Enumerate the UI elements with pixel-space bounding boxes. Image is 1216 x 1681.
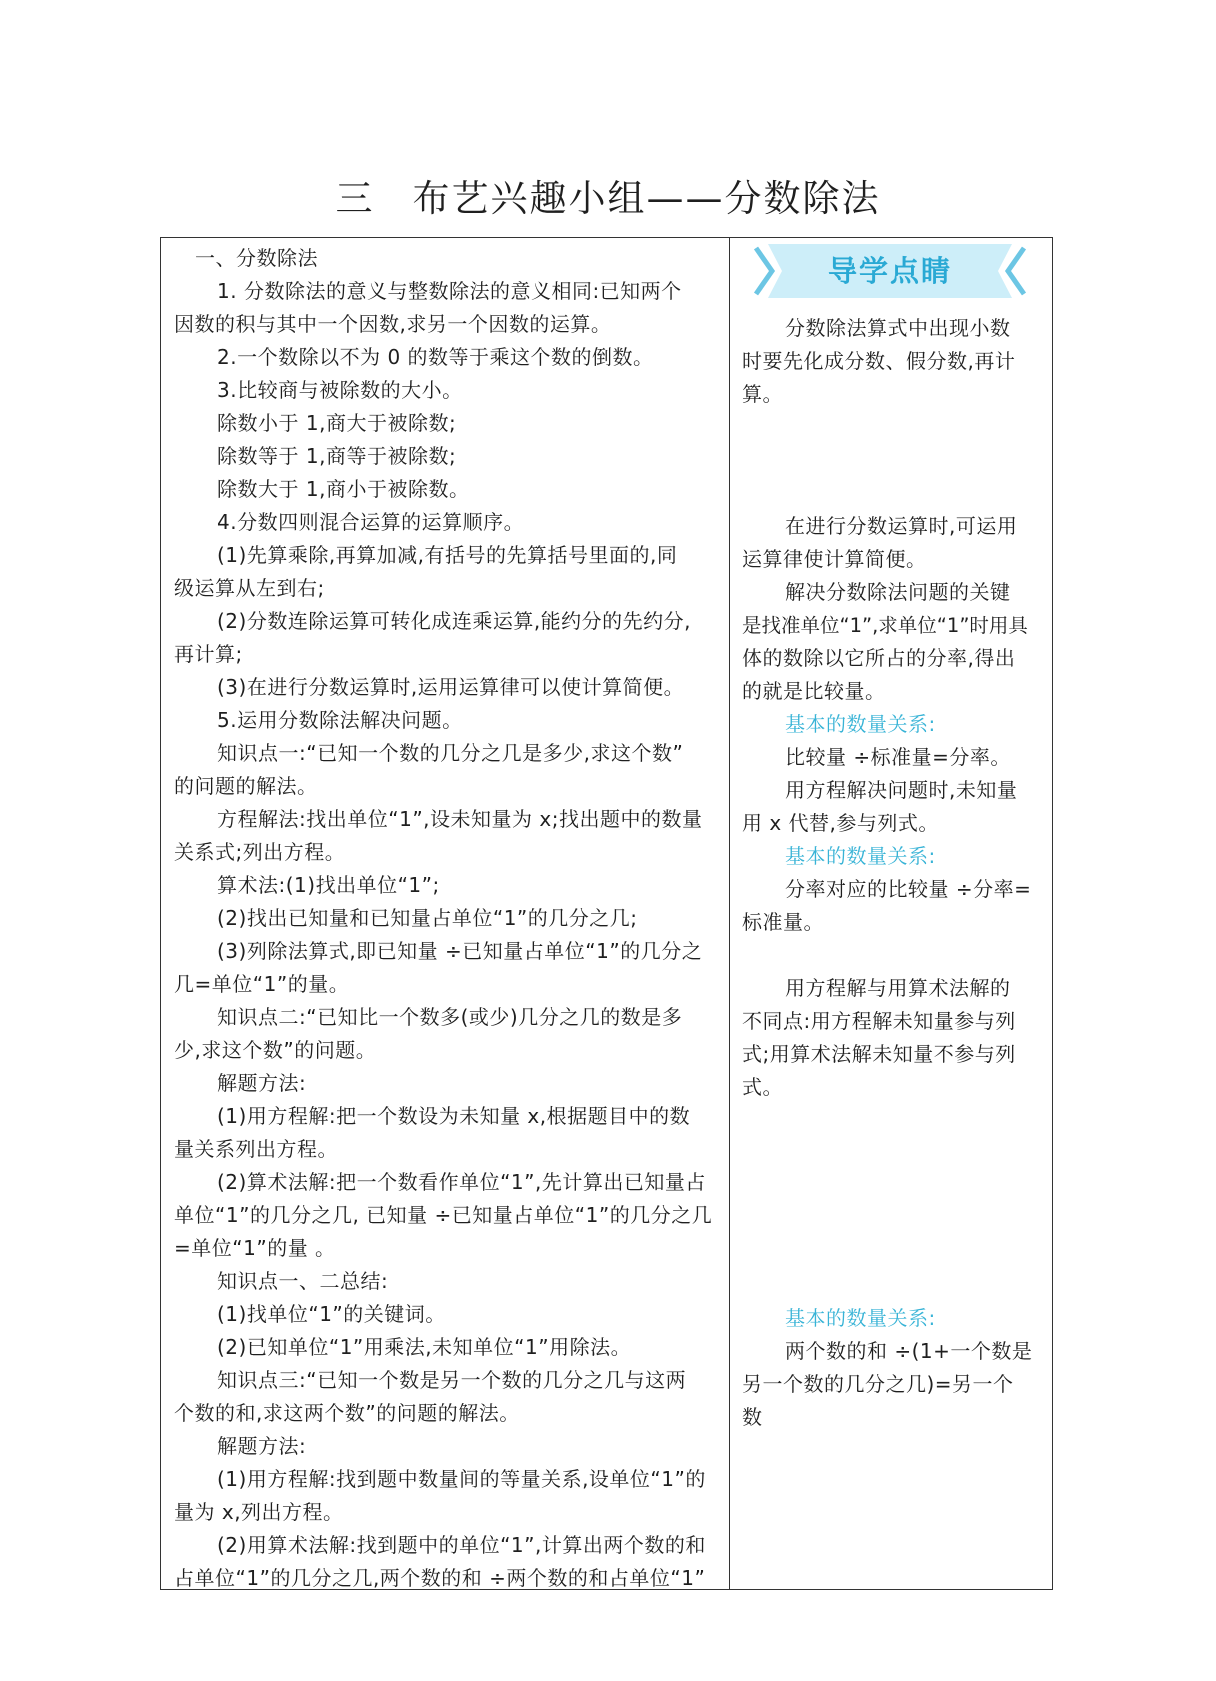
knowledge-column bbox=[174, 242, 719, 1595]
text-line: 5.运用分数除法解决问题。 bbox=[217, 708, 463, 732]
text-line: (1)用方程解:找到题中数量间的等量关系,设单位“1”的 bbox=[217, 1467, 706, 1491]
spacer bbox=[742, 939, 1043, 972]
text-line: 方程解法:找出单位“1”,设未知量为 x;找出题中的数量 bbox=[217, 807, 703, 831]
text-line: 基本的数量关系: bbox=[785, 712, 936, 736]
text-line: 算。 bbox=[742, 382, 783, 406]
text-line: 级运算从左到右; bbox=[174, 576, 325, 600]
spacer bbox=[742, 1269, 1043, 1302]
text-line: (1)找单位“1”的关键词。 bbox=[217, 1302, 446, 1326]
text-line: 占单位“1”的几分之几,两个数的和 ÷两个数的和占单位“1” bbox=[174, 1566, 706, 1590]
text-line: =单位“1”的量 。 bbox=[174, 1236, 336, 1260]
text-line: (3)在进行分数运算时,运用运算律可以使计算简便。 bbox=[217, 675, 685, 699]
text-line: 除数小于 1,商大于被除数; bbox=[217, 411, 457, 435]
text-line: 几=单位“1”的量。 bbox=[174, 972, 350, 996]
text-line: 基本的数量关系: bbox=[785, 844, 936, 868]
spacer bbox=[742, 1104, 1043, 1137]
text-line: 用 x 代替,参与列式。 bbox=[742, 811, 939, 835]
text-line: 比较量 ÷标准量=分率。 bbox=[785, 745, 1011, 769]
spacer bbox=[742, 1137, 1043, 1170]
text-line: 体的数除以它所占的分率,得出 bbox=[742, 646, 1016, 670]
text-line: 数 bbox=[742, 1405, 763, 1429]
text-line: 时要先化成分数、假分数,再计 bbox=[742, 349, 1016, 373]
text-line: 的问题的解法。 bbox=[174, 774, 318, 798]
guide-badge bbox=[750, 244, 1030, 298]
page-title bbox=[0, 168, 1216, 222]
content-table bbox=[160, 237, 1053, 1590]
text-line: 另一个数的几分之几)=另一个 bbox=[742, 1372, 1014, 1396]
text-line: 两个数的和 ÷(1+一个数是 bbox=[785, 1339, 1033, 1363]
text-line: 再计算; bbox=[174, 642, 243, 666]
text-line: 解题方法: bbox=[217, 1071, 307, 1095]
text-line: 算术法:(1)找出单位“1”; bbox=[217, 873, 440, 897]
text-line: 一、分数除法 bbox=[195, 246, 318, 270]
text-line: (3)列除法算式,即已知量 ÷已知量占单位“1”的几分之 bbox=[217, 939, 703, 963]
text-line: 少,求这个数”的问题。 bbox=[174, 1038, 377, 1062]
text-line: 量关系列出方程。 bbox=[174, 1137, 338, 1161]
text-line: 用方程解决问题时,未知量 bbox=[785, 778, 1018, 802]
text-line: 分数除法算式中出现小数 bbox=[785, 316, 1011, 340]
text-line: 基本的数量关系: bbox=[785, 1306, 936, 1330]
text-line: 知识点二:“已知比一个数多(或少)几分之几的数是多 bbox=[217, 1005, 683, 1029]
text-line: 知识点三:“已知一个数是另一个数的几分之几与这两 bbox=[217, 1368, 687, 1392]
text-line: 在进行分数运算时,可运用 bbox=[785, 514, 1018, 538]
unit-number: 三 bbox=[335, 177, 375, 220]
column-divider bbox=[729, 238, 730, 1589]
text-line: 式。 bbox=[742, 1075, 783, 1099]
text-line: 知识点一、二总结: bbox=[217, 1269, 389, 1293]
spacer bbox=[742, 444, 1043, 477]
text-line: 2.一个数除以不为 0 的数等于乘这个数的倒数。 bbox=[217, 345, 654, 369]
text-line: 量为 x,列出方程。 bbox=[174, 1500, 344, 1524]
text-line: (1)先算乘除,再算加减,有括号的先算括号里面的,同 bbox=[217, 543, 678, 567]
text-line: 的就是比较量。 bbox=[742, 679, 886, 703]
spacer bbox=[742, 1170, 1043, 1203]
text-line: (2)已知单位“1”用乘法,未知单位“1”用除法。 bbox=[217, 1335, 632, 1359]
text-line: 个数的和,求这两个数”的问题的解法。 bbox=[174, 1401, 520, 1425]
text-line: 3.比较商与被除数的大小。 bbox=[217, 378, 463, 402]
guide-column bbox=[742, 238, 1043, 1434]
spacer bbox=[742, 1203, 1043, 1236]
text-line: (1)用方程解:把一个数设为未知量 x,根据题目中的数 bbox=[217, 1104, 691, 1128]
text-line: 除数大于 1,商小于被除数。 bbox=[217, 477, 470, 501]
text-line: (2)用算术法解:找到题中的单位“1”,计算出两个数的和 bbox=[217, 1533, 706, 1557]
guide-notes bbox=[742, 312, 1043, 1434]
text-line: 分率对应的比较量 ÷分率= bbox=[785, 877, 1032, 901]
text-line: 解题方法: bbox=[217, 1434, 307, 1458]
text-line: 不同点:用方程解未知量参与列 bbox=[742, 1009, 1016, 1033]
text-line: 用方程解与用算术法解的 bbox=[785, 976, 1011, 1000]
text-line: 4.分数四则混合运算的运算顺序。 bbox=[217, 510, 525, 534]
spacer bbox=[742, 1236, 1043, 1269]
text-line: (2)算术法解:把一个数看作单位“1”,先计算出已知量占 bbox=[217, 1170, 706, 1194]
text-line: 运算律使计算简便。 bbox=[742, 547, 927, 571]
text-line: (2)分数连除运算可转化成连乘运算,能约分的先约分, bbox=[217, 609, 692, 633]
text-line: 式;用算术法解未知量不参与列 bbox=[742, 1042, 1016, 1066]
text-line: 标准量。 bbox=[742, 910, 824, 934]
text-line: 解决分数除法问题的关键 bbox=[785, 580, 1011, 604]
text-line: 知识点一:“已知一个数的几分之几是多少,求这个数” bbox=[217, 741, 684, 765]
text-line: 是找准单位“1”,求单位“1”时用具 bbox=[742, 614, 1028, 637]
spacer bbox=[742, 477, 1043, 510]
text-line: 1. 分数除法的意义与整数除法的意义相同:已知两个 bbox=[217, 279, 682, 303]
unit-title: 布艺兴趣小组——分数除法 bbox=[412, 177, 881, 220]
text-line: 除数等于 1,商等于被除数; bbox=[217, 444, 457, 468]
text-line: 关系式;列出方程。 bbox=[174, 840, 346, 864]
text-line: (2)找出已知量和已知量占单位“1”的几分之几; bbox=[217, 906, 638, 930]
badge-label: 导学点睛 bbox=[827, 254, 952, 288]
text-line: 单位“1”的几分之几, 已知量 ÷已知量占单位“1”的几分之几 bbox=[174, 1203, 713, 1227]
spacer bbox=[742, 411, 1043, 444]
text-line: 因数的积与其中一个因数,求另一个因数的运算。 bbox=[174, 312, 612, 336]
